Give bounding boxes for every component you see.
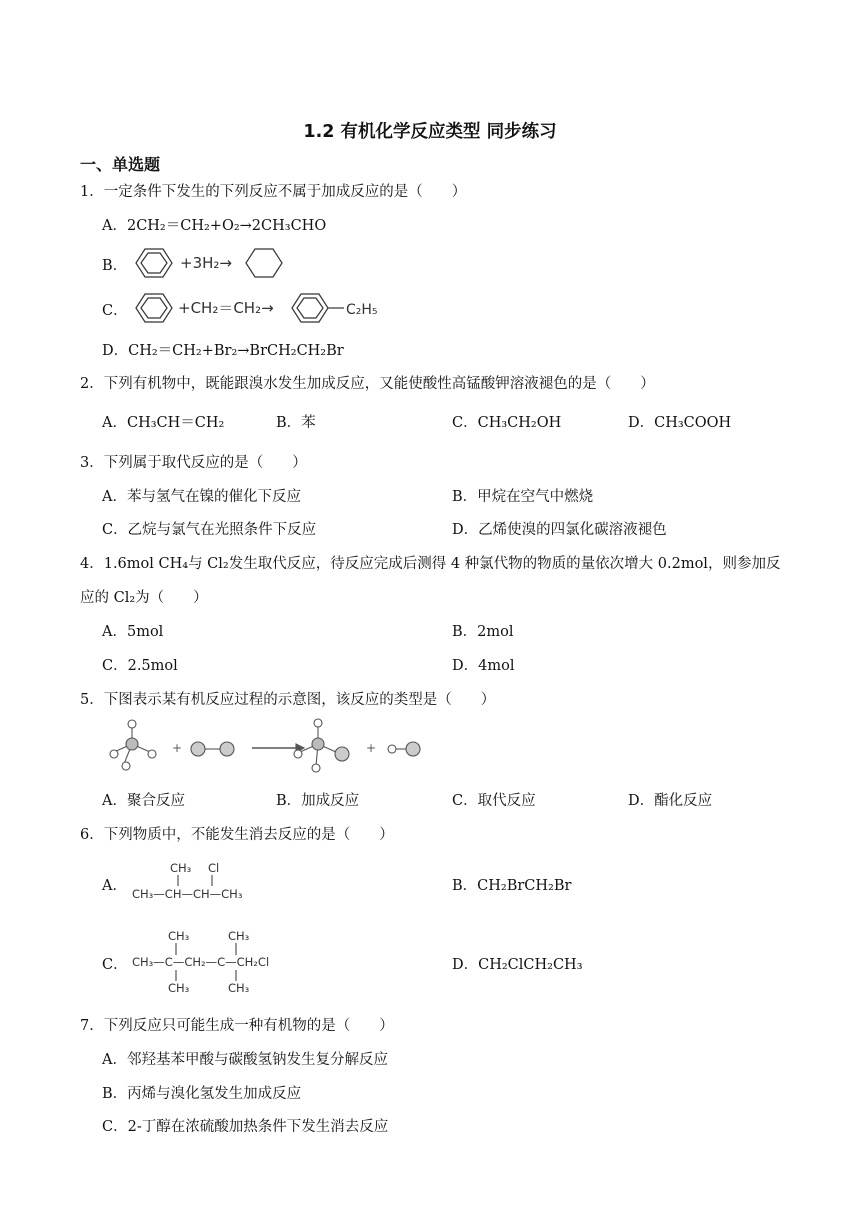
- q6-option-d: D．CH₂ClCH₂CH₃: [452, 957, 583, 973]
- q6-c-bottom-methyl-2: CH₃: [228, 981, 250, 995]
- q3-stem: 3．下列属于取代反应的是（ ）: [80, 455, 307, 471]
- q7-option-c: C．2-丁醇在浓硫酸加热条件下发生消去反应: [102, 1119, 389, 1135]
- q6-option-b: B．CH₂BrCH₂Br: [452, 878, 572, 894]
- q7-option-b: B．丙烯与溴化氢发生加成反应: [102, 1086, 302, 1102]
- q6-option-a-structure: [130, 858, 280, 904]
- q6-a-methyl-branch: CH₃: [170, 861, 192, 875]
- q6-c-main-chain: CH₃—C—CH₂—C—CH₂Cl: [132, 955, 270, 969]
- q4-stem-line2: 应的 Cl₂为（ ）: [80, 590, 208, 606]
- q4-stem-line1: 4．1.6mol CH₄与 Cl₂发生取代反应，待反应完成后测得 4 种氯代物的物质的量依次增大 0.2mol，则参加反: [80, 556, 781, 572]
- q1-option-b-label: B．: [102, 258, 128, 274]
- q6-c-top-methyl-1: CH₃: [168, 929, 190, 943]
- q1-option-a: A．2CH₂＝CH₂+O₂→2CH₃CHO: [102, 218, 327, 234]
- benzene-ring-icon: [136, 249, 172, 277]
- q6-a-main-chain: CH₃—CH—CH—CH₃: [132, 887, 243, 901]
- svg-text:+: +: [172, 741, 183, 755]
- q5-option-c: C．取代反应: [452, 793, 536, 809]
- ethylbenzene-ring-icon: [292, 294, 344, 322]
- q3-option-c: C．乙烷与氯气在光照条件下反应: [102, 522, 317, 538]
- cyclohexane-ring-icon: [246, 249, 282, 277]
- q5-option-b: B．加成反应: [276, 793, 360, 809]
- q1-option-c-label: C．: [102, 303, 128, 319]
- q2-option-a: A．CH₃CH＝CH₂: [102, 415, 225, 431]
- q2-stem: 2．下列有机物中，既能跟溴水发生加成反应，又能使酸性高锰酸钾溶液褪色的是（ ）: [80, 376, 655, 392]
- q6-stem: 6．下列物质中，不能发生消去反应的是（ ）: [80, 827, 394, 843]
- q1-option-d: D．CH₂＝CH₂+Br₂→BrCH₂CH₂Br: [102, 343, 344, 359]
- q6-c-bottom-methyl-1: CH₃: [168, 981, 190, 995]
- q6-option-c-structure: [130, 928, 300, 996]
- q2-option-c: C．CH₃CH₂OH: [452, 415, 562, 431]
- q6-c-top-methyl-2: CH₃: [228, 929, 250, 943]
- q6-option-a-label: A．: [102, 878, 127, 894]
- q3-option-a: A．苯与氢气在镍的催化下反应: [102, 489, 301, 505]
- q3-option-d: D．乙烯使溴的四氯化碳溶液褪色: [452, 522, 667, 538]
- q5-reaction-diagram: [100, 714, 430, 778]
- q1-option-b-reaction: [132, 244, 302, 282]
- q3-option-b: B．甲烷在空气中燃烧: [452, 489, 594, 505]
- q6-a-chloro-branch: Cl: [208, 861, 220, 875]
- q5-option-a: A．聚合反应: [102, 793, 185, 809]
- q5-stem: 5．下图表示某有机反应过程的示意图，该反应的类型是（ ）: [80, 692, 496, 708]
- page-title: 1.2 有机化学反应类型 同步练习: [303, 122, 557, 142]
- q4-option-a: A．5mol: [102, 624, 164, 640]
- q7-option-a: A．邻羟基苯甲酸与碳酸氢钠发生复分解反应: [102, 1052, 388, 1068]
- benzene-ring-icon: [136, 294, 172, 322]
- q5-option-d: D．酯化反应: [628, 793, 713, 809]
- q2-option-b: B．苯: [276, 415, 316, 431]
- q4-option-b: B．2mol: [452, 624, 514, 640]
- q1-b-equation: +3H₂→: [180, 254, 232, 272]
- q7-stem: 7．下列反应只可能生成一种有机物的是（ ）: [80, 1018, 394, 1034]
- svg-text:+: +: [366, 741, 377, 755]
- q1-c-substituent: C₂H₅: [346, 302, 378, 318]
- q2-option-d: D．CH₃COOH: [628, 415, 732, 431]
- q1-stem: 1．一定条件下发生的下列反应不属于加成反应的是（ ）: [80, 184, 467, 200]
- q4-option-d: D．4mol: [452, 658, 515, 674]
- q1-c-equation: +CH₂＝CH₂→: [178, 299, 274, 317]
- q1-option-c-reaction: [132, 289, 392, 327]
- q6-option-c-label: C．: [102, 957, 128, 973]
- q4-option-c: C．2.5mol: [102, 658, 178, 674]
- section-heading: 一、单选题: [80, 155, 161, 174]
